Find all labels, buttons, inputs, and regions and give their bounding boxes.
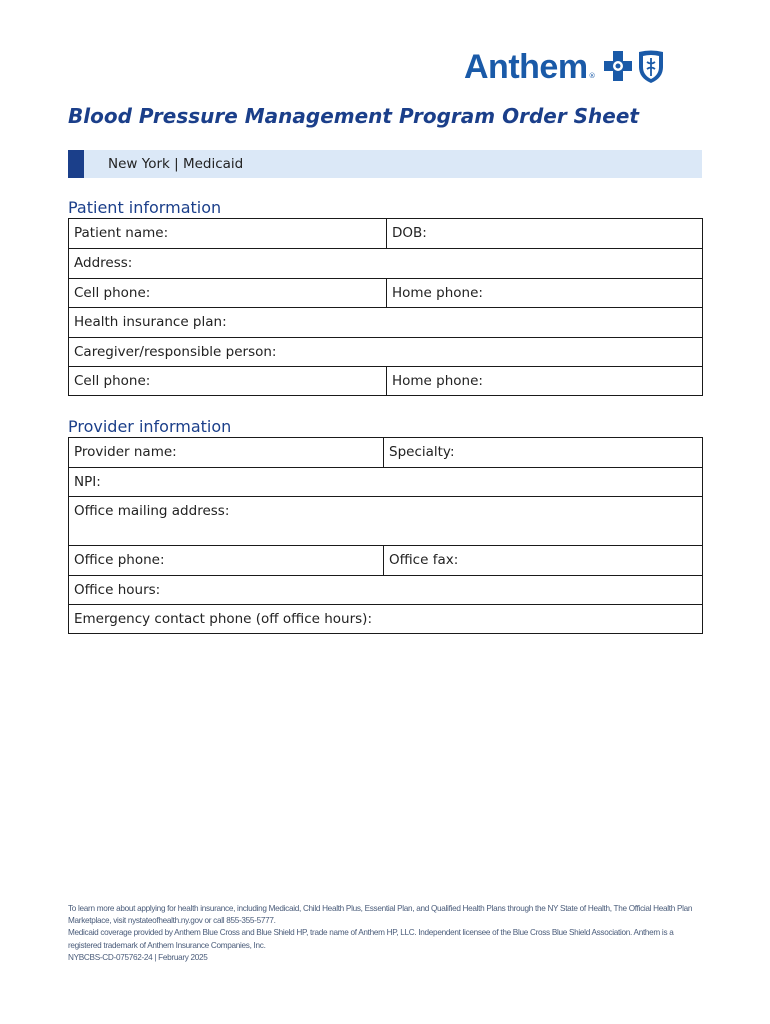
caregiver-cell-phone-label: Cell phone:	[74, 373, 151, 389]
patient-info-table	[68, 218, 703, 396]
insurance-plan-field[interactable]	[69, 308, 703, 338]
footer-line-3: NYBCBS-CD-075762-24 | February 2025	[68, 952, 208, 962]
provider-name-field[interactable]	[69, 438, 384, 468]
npi-label: NPI:	[74, 474, 101, 490]
caregiver-home-phone-field[interactable]	[387, 367, 703, 396]
patient-section-heading: Patient information	[68, 198, 222, 217]
cell-phone-label: Cell phone:	[74, 285, 151, 301]
blue-shield-icon	[637, 49, 665, 85]
home-phone-label: Home phone:	[392, 285, 483, 301]
npi-field[interactable]	[69, 468, 703, 497]
office-phone-label: Office phone:	[74, 552, 165, 568]
specialty-field[interactable]	[384, 438, 703, 468]
dob-field[interactable]	[387, 219, 703, 249]
region-bar-accent	[68, 150, 84, 178]
cell-phone-field[interactable]	[69, 279, 387, 308]
home-phone-field[interactable]	[387, 279, 703, 308]
caregiver-home-phone-label: Home phone:	[392, 373, 483, 389]
dob-label: DOB:	[392, 225, 427, 241]
provider-name-label: Provider name:	[74, 444, 177, 460]
caregiver-label: Caregiver/responsible person:	[74, 344, 277, 360]
office-mailing-address-field[interactable]	[69, 497, 703, 546]
office-hours-label: Office hours:	[74, 582, 161, 598]
office-fax-field[interactable]	[384, 546, 703, 576]
footer-disclaimer	[68, 903, 708, 964]
emergency-contact-label: Emergency contact phone (off office hours):	[74, 611, 373, 627]
logo-wordmark: Anthem	[464, 47, 588, 86]
caregiver-field[interactable]	[69, 338, 703, 367]
blue-cross-icon	[602, 49, 634, 83]
emergency-contact-field[interactable]	[69, 605, 703, 634]
footer-line-1: To learn more about applying for health insurance, including Medicaid, Child Health Plus, Essential Plan, and Qualified Health Plans through the NY State of Health, The Official Health Plan Marketplace, visit nystateofhealth.ny.gov or call 855-355-5777.	[68, 904, 693, 926]
office-phone-field[interactable]	[69, 546, 384, 576]
office-fax-label: Office fax:	[389, 552, 459, 568]
anthem-logo	[464, 46, 665, 88]
patient-name-label: Patient name:	[74, 225, 169, 241]
specialty-label: Specialty:	[389, 444, 455, 460]
address-label: Address:	[74, 255, 133, 271]
provider-info-table	[68, 437, 703, 634]
office-hours-field[interactable]	[69, 576, 703, 605]
insurance-plan-label: Health insurance plan:	[74, 314, 227, 330]
provider-section-heading: Provider information	[68, 417, 232, 436]
patient-name-field[interactable]	[69, 219, 387, 249]
region-label: New York | Medicaid	[108, 156, 244, 172]
caregiver-cell-phone-field[interactable]	[69, 367, 387, 396]
footer-line-2: Medicaid coverage provided by Anthem Blue Cross and Blue Shield HP, trade name of Anthem HP, LLC. Independent licensee of the Blue Cross Blue Shield Association. Anthem is a registered trademark of Anthem Insurance Companies, Inc.	[68, 928, 674, 950]
address-field[interactable]	[69, 249, 703, 279]
page-title: Blood Pressure Management Program Order Sheet	[68, 104, 639, 128]
registered-mark: ®	[588, 72, 596, 80]
region-bar	[68, 150, 702, 178]
office-mailing-address-label: Office mailing address:	[74, 503, 230, 519]
